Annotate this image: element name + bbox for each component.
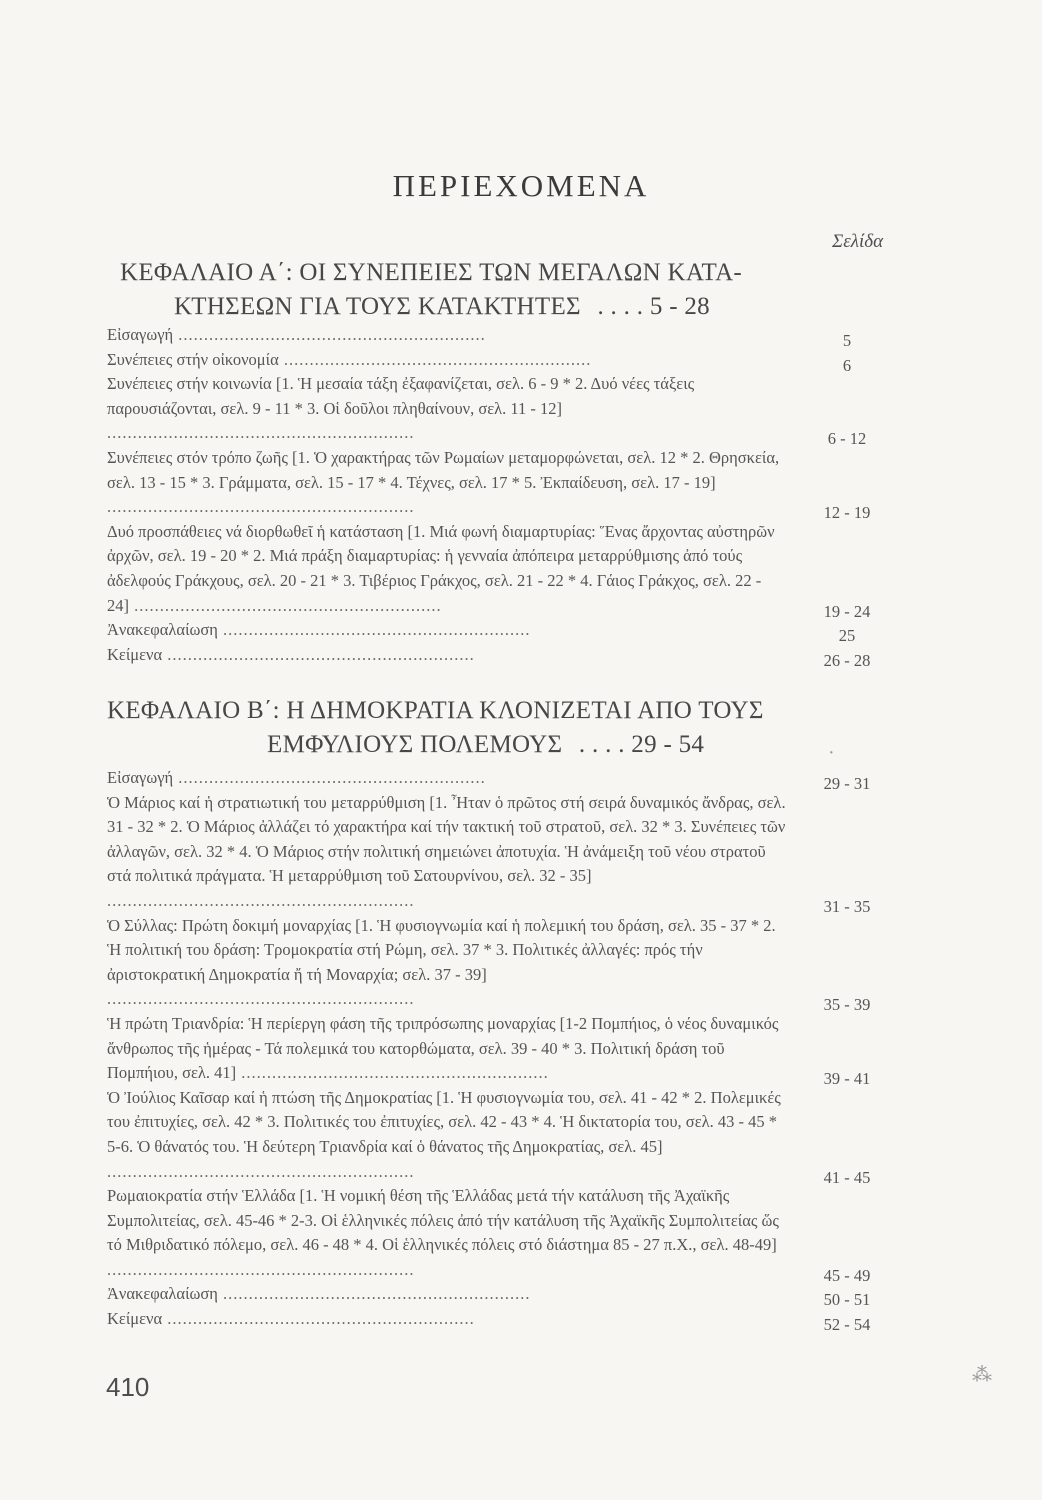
toc-entry-text: Συνέπειες στόν τρόπο ζωῆς [1. Ὁ χαρακτήρας τῶν Ρωμαίων μεταμορφώνεται, σελ. 12 * 2. Θρησκεία, σελ. 13 - 15 * 3. Γράμματα, σελ. 15 - 17 * 4. Τέχνες, σελ. 17 * 5. Ἐκπαίδευση, σελ. 17 - 19] bbox=[107, 447, 780, 492]
toc-entry-text: Ἀνακεφαλαίωση bbox=[107, 620, 218, 640]
page-column-header: Σελίδα bbox=[832, 231, 884, 252]
dot-leader: ............................................................ bbox=[217, 1284, 531, 1304]
dot-leader: ............................................................ bbox=[107, 497, 415, 517]
toc-entry-pages: 25 bbox=[838, 626, 856, 646]
toc-entry bbox=[107, 1282, 887, 1310]
toc-entry-pages: 35 - 39 bbox=[823, 995, 871, 1015]
chapter-heading-line2: ΚΤΗΣΕΩΝ ΓΙΑ ΤΟΥΣ ΚΑΤΑΚΤΗΤΕΣ bbox=[174, 293, 581, 320]
toc-entry-pages: 31 - 35 bbox=[823, 896, 871, 916]
chapter-page-range: . . . . 5 - 28 bbox=[597, 293, 710, 320]
toc-entry-text: Δυό προσπάθειες νά διορθωθεῖ ἡ κατάσταση [1. Μιά φωνή διαμαρτυρίας: Ἕνας ἄρχοντας αὐστηρῶν ἀρχῶν, σελ. 19 - 20 * 2. Μιά πράξη διαμαρτυρίας: ἡ γενναία ἀπόπειρα μεταρρύθμισης ἀπό τούς ἀδελφούς Γράκχους, σελ. 20 - 21 * 3. Τιβέριος Γράκχος, σελ. 21 - 22 * 4. Γάιος Γράκχος, σελ. 22 - 24] bbox=[107, 521, 775, 615]
chapter-heading bbox=[120, 256, 742, 324]
dot-leader: ............................................................ bbox=[107, 423, 415, 443]
dot-leader: ............................................................ bbox=[107, 989, 415, 1009]
toc-entry-text: Εἰσαγωγή bbox=[107, 768, 174, 787]
toc-entry-text: Συνέπειες στήν οἰκονομία bbox=[107, 349, 279, 369]
dot-leader: ............................................................ bbox=[107, 1259, 415, 1279]
chapter-heading-line1: ΚΕΦΑΛΑΙΟ Α΄: ΟΙ ΣΥΝΕΠΕΙΕΣ ΤΩΝ ΜΕΓΑΛΩΝ ΚΑΤΑ- bbox=[120, 259, 743, 286]
stray-mark: ⁂ bbox=[972, 1364, 992, 1386]
toc-entry-text: Ρωμαιοκρατία στήν Ἑλλάδα [1. Ἡ νομική θέση τῆς Ἑλλάδας μετά τήν κατάλυση τῆς Ἀχαϊκῆς Συμπολιτείας, σελ. 45-46 * 2-3. Οἱ ἑλληνικές πόλεις ἀπό τήν κατάλυση τῆς Ἀχαϊκῆς Συμπολιτείας ὥς τό Μιθριδατικό πόλεμο, σελ. 46 - 48 * 4. Οἱ ἑλληνικές πόλεις στό διάστημα 85 - 27 π.Χ., σελ. 48-49] bbox=[107, 1186, 779, 1255]
chapter-entries bbox=[107, 323, 887, 670]
toc-entry-text: Κείμενα bbox=[107, 1309, 163, 1329]
chapter-entries bbox=[107, 766, 887, 1335]
toc-entry bbox=[107, 643, 887, 668]
toc-entry bbox=[107, 446, 887, 523]
page-title: ΠΕΡΙΕΧΟΜΕΝΑ bbox=[392, 168, 650, 203]
toc-entry-text: Κείμενα bbox=[107, 644, 163, 664]
stray-mark: · bbox=[828, 742, 835, 764]
toc-entry bbox=[107, 791, 887, 914]
toc-entry-pages: 12 - 19 bbox=[823, 503, 871, 523]
dot-leader: ............................................................ bbox=[278, 349, 592, 369]
dot-leader: ............................................................ bbox=[217, 620, 531, 640]
toc-entry-text: Ὁ Σύλλας: Πρώτη δοκιμή μοναρχίας [1. Ἡ φυσιογνωμία καί ἡ πολεμική του δράση, σελ. 35 - 37 * 2. Ἡ πολιτική του δράση: Τρομοκρατία στή Ρώμη, σελ. 37 * 3. Πολιτικές ἀλλαγές: πρός τήν ἀριστοκρατική Δημοκρατία ἤ τή Μοναρχία; σελ. 37 - 39] bbox=[107, 915, 776, 984]
toc-entry-pages: 6 - 12 bbox=[827, 429, 867, 449]
toc-entry-text: Συνέπειες στήν κοινωνία [1. Ἡ μεσαία τάξη ἐξαφανίζεται, σελ. 6 - 9 * 2. Δυό νέες τάξεις παρουσιάζονται, σελ. 9 - 11 * 3. Οἱ δοῦλοι πληθαίνουν, σελ. 11 - 12] bbox=[107, 374, 695, 418]
toc-entry bbox=[107, 766, 887, 791]
toc-entry bbox=[107, 520, 887, 621]
toc-entry bbox=[107, 618, 887, 646]
chapter-page-range: . . . . 29 - 54 bbox=[578, 731, 705, 758]
toc-entry-pages: 50 - 51 bbox=[823, 1290, 871, 1310]
dot-leader: ............................................................ bbox=[107, 890, 415, 910]
toc-entry-pages: 29 - 31 bbox=[823, 774, 871, 793]
toc-entry-text: Ἀνακεφαλαίωση bbox=[107, 1284, 218, 1304]
dot-leader: ............................................................ bbox=[173, 768, 486, 787]
dot-leader: ............................................................ bbox=[173, 325, 486, 344]
toc-entry-text: Ἡ πρώτη Τριανδρία: Ἡ περίεργη φάση τῆς τριπρόσωπης μοναρχίας [1-2 Πομπήιος, ὁ νέος δυναμικός ἄνθρωπος τῆς ἡμέρας - Τά πολεμικά του κατορθώματα, σελ. 39 - 40 * 3. Πολιτική δράση τοῦ Πομπήιου, σελ. 41] bbox=[107, 1013, 779, 1083]
dot-leader: ............................................................ bbox=[129, 595, 442, 615]
toc-entry bbox=[107, 1086, 887, 1187]
toc-entry bbox=[107, 1307, 887, 1335]
toc-entry-pages: 39 - 41 bbox=[823, 1069, 871, 1089]
dot-leader: ............................................................ bbox=[162, 644, 475, 664]
chapter-heading-line2: ΕΜΦΥΛΙΟΥΣ ΠΟΛΕΜΟΥΣ bbox=[267, 731, 563, 758]
dot-leader: ............................................................ bbox=[236, 1063, 549, 1083]
toc-entry-pages: 45 - 49 bbox=[823, 1265, 871, 1285]
toc-entry bbox=[107, 1184, 887, 1285]
toc-entry-text: Ὁ Μάριος καί ἡ στρατιωτική του μεταρρύθμιση [1. Ἦταν ὁ πρῶτος στή σειρά δυναμικός ἄνδρας, σελ. 31 - 32 * 2. Ὁ Μάριος ἀλλάζει τό χαρακτήρα καί τήν τακτική τοῦ στρατοῦ, σελ. 32 * 3. Συνέπειες τῶν ἀλλαγῶν, σελ. 32 * 4. Ὁ Μάριος στήν πολιτική σημειώνει ἀποτυχία. Ἡ ἀνάμειξη τοῦ νέου στρατοῦ στά πολιτικά πράγματα. Ἡ μεταρρύθμιση τοῦ Σατουρνίνου, σελ. 32 - 35] bbox=[107, 792, 786, 886]
toc-entry-text: Ὁ Ἰούλιος Καῖσαρ καί ἡ πτώση τῆς Δημοκρατίας [1. Ἡ φυσιογνωμία του, σελ. 41 - 42 * 2. Πολεμικές του ἐπιτυχίες, σελ. 42 * 3. Πολιτικές του ἐπιτυχίες, σελ. 42 - 43 * 4. Ἡ δικτατορία του, σελ. 43 - 45 * 5-6. Ὁ θάνατός του. Ἡ δεύτερη Τριανδρία καί ὁ θάνατος τῆς Δημοκρατίας, σελ. 45] bbox=[107, 1087, 781, 1156]
toc-entry-pages: 41 - 45 bbox=[823, 1167, 871, 1187]
page-number: 410 bbox=[106, 1372, 150, 1402]
toc-entry-pages: 26 - 28 bbox=[823, 650, 871, 670]
chapter-heading bbox=[107, 694, 764, 762]
toc-entry bbox=[107, 1012, 887, 1089]
dot-leader: ............................................................ bbox=[107, 1161, 415, 1181]
toc-entry-pages: 6 bbox=[842, 355, 852, 375]
toc-entry-text: Εἰσαγωγή bbox=[107, 325, 174, 344]
toc-entry bbox=[107, 348, 887, 373]
dot-leader: ............................................................ bbox=[162, 1309, 475, 1329]
toc-entry bbox=[107, 914, 887, 1015]
toc-entry bbox=[107, 323, 887, 348]
toc-entry-pages: 5 bbox=[842, 331, 852, 350]
toc-entry bbox=[107, 372, 887, 449]
toc-entry-pages: 52 - 54 bbox=[823, 1315, 871, 1335]
chapter-heading-line1: ΚΕΦΑΛΑΙΟ Β΄: Η ΔΗΜΟΚΡΑΤΙΑ ΚΛΟΝΙΖΕΤΑΙ ΑΠΟ ΤΟΥΣ bbox=[107, 697, 764, 724]
toc-entry-pages: 19 - 24 bbox=[823, 601, 871, 621]
